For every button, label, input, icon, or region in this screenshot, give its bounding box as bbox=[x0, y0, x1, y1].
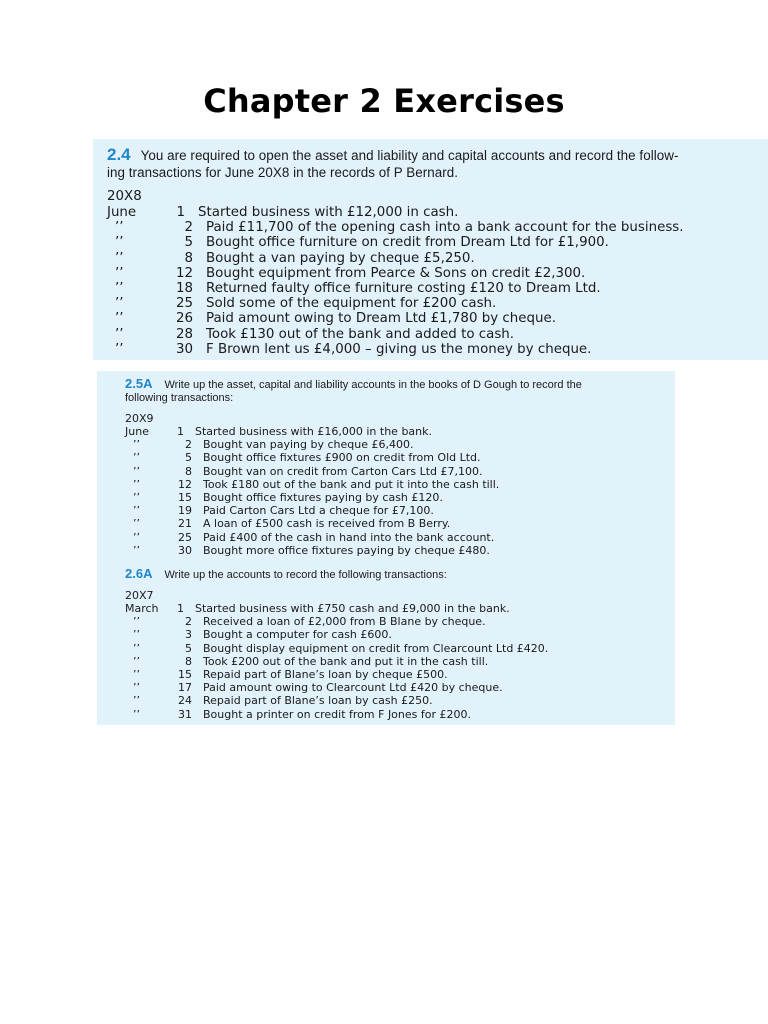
year-label: 20X7 bbox=[125, 589, 154, 603]
transaction-row bbox=[125, 425, 661, 438]
exercise-intro bbox=[125, 376, 661, 392]
transaction-day: 17 bbox=[178, 681, 192, 695]
transaction-text: Bought office furniture on credit from Dream Ltd for £1,900. bbox=[206, 235, 609, 251]
transaction-row bbox=[125, 504, 661, 517]
transaction-row bbox=[125, 708, 661, 721]
transaction-text: Returned faulty office furniture costing £120 to Dream Ltd. bbox=[206, 281, 601, 297]
transaction-day: 31 bbox=[178, 707, 192, 721]
transaction-text: Took £180 out of the bank and put it into the cash till. bbox=[203, 477, 500, 491]
exercise-intro bbox=[125, 566, 661, 582]
transaction-row bbox=[125, 694, 661, 707]
transaction-day: 2 bbox=[185, 438, 192, 452]
exercise-number: 2.6A bbox=[125, 566, 153, 582]
transaction-text: F Brown lent us £4,000 – giving us the money by cheque. bbox=[206, 341, 592, 357]
transaction-month: ’’ bbox=[115, 311, 124, 327]
transaction-text: Sold some of the equipment for £200 cash. bbox=[206, 296, 497, 312]
transaction-text: Bought equipment from Pearce & Sons on credit £2,300. bbox=[206, 265, 586, 281]
transaction-day: 19 bbox=[178, 504, 192, 518]
transaction-text: Bought office fixtures £900 on credit from Old Ltd. bbox=[203, 451, 481, 465]
transaction-day: 5 bbox=[185, 451, 192, 465]
transaction-day: 24 bbox=[178, 694, 192, 708]
transaction-text: Bought van paying by cheque £6,400. bbox=[203, 438, 414, 452]
transaction-row bbox=[125, 465, 661, 478]
transaction-row bbox=[125, 438, 661, 451]
transaction-text: A loan of £500 cash is received from B Berry. bbox=[203, 517, 451, 531]
transaction-list bbox=[107, 205, 759, 357]
transaction-day: 12 bbox=[178, 477, 192, 491]
transaction-month: ’’ bbox=[133, 504, 140, 518]
transaction-text: Paid amount owing to Dream Ltd £1,780 by cheque. bbox=[206, 311, 556, 327]
transaction-month: ’’ bbox=[115, 250, 124, 266]
transaction-month: June bbox=[125, 425, 149, 438]
page-title: Chapter 2 Exercises bbox=[203, 82, 565, 120]
transaction-text: Started business with £12,000 in cash. bbox=[198, 205, 459, 220]
transaction-month: ’’ bbox=[133, 491, 140, 505]
transaction-month: ’’ bbox=[133, 615, 140, 629]
exercise-2-5a-2-6a-box bbox=[97, 371, 675, 725]
transaction-text: Repaid part of Blane’s loan by cash £250. bbox=[203, 694, 433, 708]
transaction-day: 15 bbox=[178, 668, 192, 682]
transaction-day: 1 bbox=[176, 205, 185, 220]
transaction-row bbox=[125, 491, 661, 504]
transaction-month: ’’ bbox=[133, 517, 140, 531]
transaction-text: Bought van on credit from Carton Cars Ltd £7,100. bbox=[203, 464, 483, 478]
transaction-day: 1 bbox=[177, 602, 184, 616]
exercise-instruction-line: following transactions: bbox=[125, 392, 234, 404]
transaction-text: Bought a printer on credit from F Jones for £200. bbox=[203, 707, 471, 721]
transaction-day: 1 bbox=[177, 425, 184, 438]
transaction-day: 28 bbox=[175, 326, 193, 342]
transaction-day: 8 bbox=[185, 654, 192, 668]
transaction-month: ’’ bbox=[133, 668, 140, 682]
transaction-row bbox=[107, 205, 759, 220]
transaction-text: Received a loan of £2,000 from B Blane by cheque. bbox=[203, 615, 486, 629]
transaction-month: ’’ bbox=[115, 341, 124, 357]
transaction-month: March bbox=[125, 602, 159, 616]
transaction-row bbox=[125, 451, 661, 464]
transaction-text: Paid Carton Cars Ltd a cheque for £7,100. bbox=[203, 504, 434, 518]
transaction-day: 18 bbox=[175, 281, 193, 297]
transaction-day: 8 bbox=[185, 464, 192, 478]
transaction-day: 26 bbox=[175, 311, 193, 327]
transaction-row bbox=[107, 311, 759, 326]
transaction-day: 12 bbox=[175, 265, 193, 281]
transaction-text: Repaid part of Blane’s loan by cheque £500. bbox=[203, 668, 448, 682]
transaction-month: ’’ bbox=[133, 694, 140, 708]
transaction-month: ’’ bbox=[133, 628, 140, 642]
transaction-month: ’’ bbox=[133, 707, 140, 721]
transaction-text: Paid £400 of the cash in hand into the bank account. bbox=[203, 530, 495, 544]
transaction-month: ’’ bbox=[133, 477, 140, 491]
transaction-day: 2 bbox=[184, 220, 193, 236]
transaction-text: Started business with £750 cash and £9,000 in the bank. bbox=[195, 602, 510, 616]
transaction-row bbox=[125, 602, 661, 615]
transaction-row bbox=[125, 655, 661, 668]
transaction-list bbox=[125, 602, 661, 721]
transaction-month: ’’ bbox=[133, 681, 140, 695]
transaction-row bbox=[125, 681, 661, 694]
transaction-row bbox=[107, 327, 759, 342]
transaction-day: 30 bbox=[175, 341, 193, 357]
transaction-row bbox=[125, 517, 661, 530]
transaction-month: ’’ bbox=[115, 296, 124, 312]
transaction-text: Took £200 out of the bank and put it in the cash till. bbox=[203, 654, 489, 668]
transaction-text: Bought more office fixtures paying by cheque £480. bbox=[203, 543, 490, 557]
transaction-row bbox=[125, 642, 661, 655]
exercise-instruction-line: You are required to open the asset and liability and capital accounts and record the follow- bbox=[140, 148, 679, 163]
transaction-day: 3 bbox=[185, 628, 192, 642]
transaction-row bbox=[125, 478, 661, 491]
transaction-row bbox=[125, 668, 661, 681]
transaction-list bbox=[125, 425, 661, 557]
exercise-instruction-line: Write up the asset, capital and liability accounts in the books of D Gough to record the bbox=[164, 379, 582, 391]
transaction-month: ’’ bbox=[133, 641, 140, 655]
transaction-month: ’’ bbox=[115, 220, 124, 236]
transaction-row bbox=[107, 266, 759, 281]
transaction-month: ’’ bbox=[133, 543, 140, 557]
transaction-day: 30 bbox=[178, 543, 192, 557]
transaction-day: 21 bbox=[178, 517, 192, 531]
exercise-number: 2.5A bbox=[125, 376, 153, 391]
exercise-instruction-line: ing transactions for June 20X8 in the records of P Bernard. bbox=[107, 165, 459, 180]
transaction-month: ’’ bbox=[133, 654, 140, 668]
transaction-row bbox=[107, 342, 759, 357]
transaction-row bbox=[107, 220, 759, 235]
transaction-month: ’’ bbox=[133, 438, 140, 452]
exercise-intro bbox=[107, 145, 759, 165]
transaction-row bbox=[107, 296, 759, 311]
transaction-month: ’’ bbox=[115, 235, 124, 251]
transaction-text: Bought display equipment on credit from Clearcount Ltd £420. bbox=[203, 641, 549, 655]
transaction-text: Bought office fixtures paying by cash £120. bbox=[203, 491, 443, 505]
exercise-2-6a-section bbox=[125, 566, 661, 721]
transaction-text: Took £130 out of the bank and added to cash. bbox=[206, 326, 515, 342]
transaction-day: 5 bbox=[184, 235, 193, 251]
transaction-month: ’’ bbox=[133, 464, 140, 478]
year-label: 20X9 bbox=[125, 412, 154, 425]
transaction-text: Started business with £16,000 in the bank. bbox=[195, 425, 433, 438]
transaction-row bbox=[107, 235, 759, 250]
transaction-text: Bought a computer for cash £600. bbox=[203, 628, 392, 642]
exercise-instruction-line: Write up the accounts to record the following transactions: bbox=[164, 569, 447, 582]
exercise-number: 2.4 bbox=[107, 145, 131, 164]
year-label: 20X8 bbox=[107, 189, 142, 204]
transaction-row bbox=[125, 531, 661, 544]
transaction-text: Paid amount owing to Clearcount Ltd £420 by cheque. bbox=[203, 681, 503, 695]
transaction-month: ’’ bbox=[133, 530, 140, 544]
transaction-month: ’’ bbox=[115, 265, 124, 281]
transaction-month: ’’ bbox=[115, 281, 124, 297]
transaction-month: June bbox=[107, 205, 137, 220]
transaction-row bbox=[107, 251, 759, 266]
transaction-row bbox=[125, 615, 661, 628]
transaction-day: 8 bbox=[184, 250, 193, 266]
transaction-day: 25 bbox=[178, 530, 192, 544]
transaction-day: 2 bbox=[185, 615, 192, 629]
transaction-row bbox=[107, 281, 759, 296]
transaction-row bbox=[125, 544, 661, 557]
transaction-month: ’’ bbox=[133, 451, 140, 465]
transaction-day: 25 bbox=[175, 296, 193, 312]
exercise-2-4-box bbox=[93, 139, 768, 360]
transaction-row bbox=[125, 628, 661, 641]
transaction-text: Paid £11,700 of the opening cash into a bank account for the business. bbox=[206, 220, 684, 236]
transaction-text: Bought a van paying by cheque £5,250. bbox=[206, 250, 475, 266]
transaction-month: ’’ bbox=[115, 326, 124, 342]
transaction-day: 15 bbox=[178, 491, 192, 505]
transaction-day: 5 bbox=[185, 641, 192, 655]
